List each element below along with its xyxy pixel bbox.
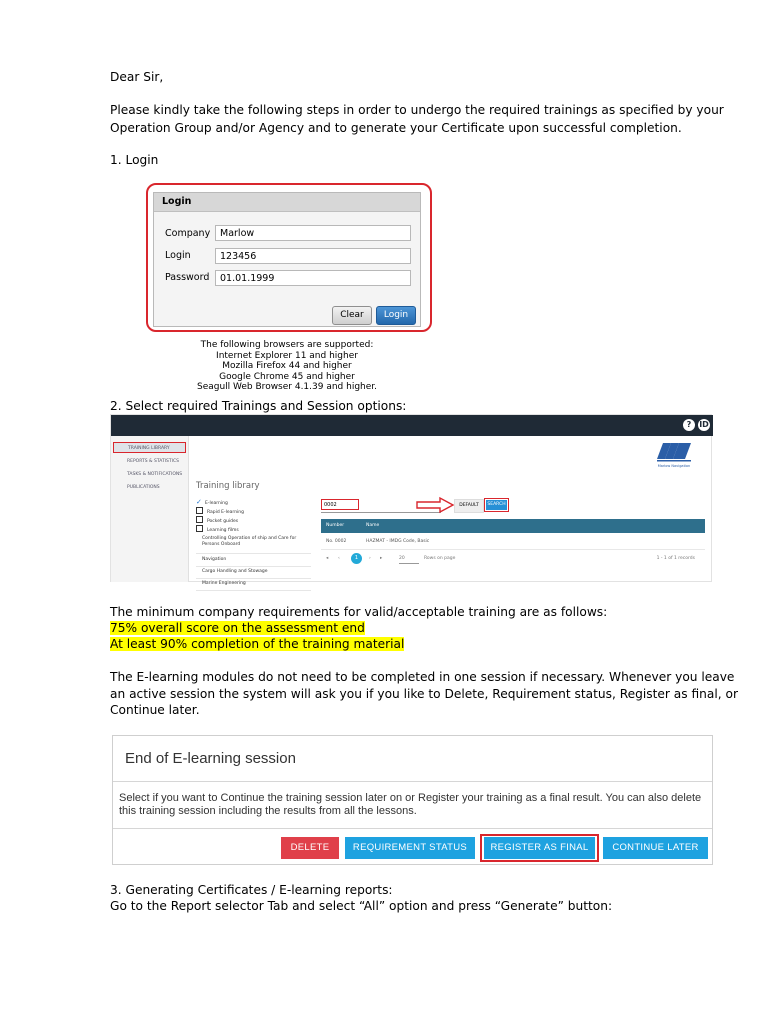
- browsers-heading: The following browsers are supported:: [200, 340, 374, 350]
- column-name: Name: [366, 523, 380, 528]
- sidebar-item-training-library[interactable]: TRAINING LIBRARY: [113, 442, 186, 453]
- logo-caption: Marlow Navigation: [657, 464, 691, 468]
- arrow-right-icon: [416, 497, 454, 513]
- search-input[interactable]: 0002: [321, 499, 359, 510]
- category-item[interactable]: Navigation: [196, 555, 311, 567]
- filter-label: E-learning: [205, 501, 228, 506]
- filter-pocket-guides[interactable]: [196, 516, 238, 524]
- sidebar-item-reports[interactable]: REPORTS & STATISTICS: [127, 459, 179, 464]
- login-panel: [153, 192, 421, 327]
- supported-browsers: [194, 340, 380, 393]
- requirements-heading: The minimum company requirements for valid/acceptable training are as follows:: [110, 605, 608, 619]
- filter-label: Rapid E-learning: [207, 510, 245, 515]
- user-icon[interactable]: ID: [699, 420, 709, 429]
- browser-item: Mozilla Firefox 44 and higher: [222, 361, 352, 372]
- sidebar-item-publications[interactable]: PUBLICATIONS: [127, 485, 160, 490]
- step-2-heading: 2. Select required Trainings and Session options:: [110, 399, 407, 413]
- clear-button[interactable]: Clear: [332, 306, 372, 325]
- session-line-3: Continue later.: [110, 703, 200, 717]
- row-number: No. 0002: [326, 539, 347, 544]
- records-count: 1 - 1 of 1 records: [656, 556, 695, 561]
- browser-item: Internet Explorer 11 and higher: [216, 350, 358, 361]
- training-library-screenshot: [110, 414, 712, 586]
- table-header: [321, 519, 705, 533]
- sidebar: [111, 436, 189, 582]
- company-logo-icon: [651, 439, 701, 469]
- browser-item: Seagull Web Browser 4.1.39 and higher.: [196, 382, 378, 393]
- next-page-icon[interactable]: ›: [369, 556, 371, 561]
- pagination: [321, 552, 705, 566]
- company-label: Company: [165, 228, 211, 239]
- step-3-heading: 3. Generating Certificates / E-learning reports:: [110, 883, 393, 897]
- help-icon[interactable]: ?: [683, 419, 695, 431]
- login-figure: [146, 183, 432, 332]
- filter-label: Learning films: [207, 528, 239, 533]
- checkbox-icon: [196, 525, 203, 532]
- greeting: Dear Sir,: [110, 70, 164, 84]
- session-line-1: The E-learning modules do not need to be completed in one session if necessary. Whenever you leave: [110, 670, 735, 684]
- requirement-completion: At least 90% completion of the training material: [110, 637, 405, 651]
- filter-learning-films[interactable]: [196, 525, 239, 533]
- search-button[interactable]: [484, 498, 509, 512]
- step-1-heading: 1. Login: [110, 153, 159, 167]
- intro-line-2: Operation Group and/or Agency and to generate your Certificate upon successful completion.: [110, 121, 682, 135]
- check-icon: ✓: [196, 498, 202, 506]
- delete-button[interactable]: DELETE: [281, 837, 339, 859]
- app-header: [111, 415, 713, 436]
- column-number: Number: [326, 523, 345, 528]
- page-title: Training library: [196, 481, 260, 491]
- filter-elearning[interactable]: [196, 498, 228, 506]
- password-label: Password: [165, 272, 210, 283]
- browser-item: Google Chrome 45 and higher: [219, 371, 355, 382]
- rows-per-page-label: Rows on page: [424, 556, 456, 561]
- divider: [113, 828, 712, 829]
- login-button[interactable]: Login: [376, 306, 416, 325]
- current-page[interactable]: 1: [351, 553, 362, 564]
- divider: [113, 781, 712, 782]
- continue-later-button[interactable]: CONTINUE LATER: [603, 837, 708, 859]
- search-button-label: SEARCH: [486, 500, 507, 510]
- category-item[interactable]: Cargo Handling and Stowage: [196, 567, 311, 579]
- requirement-score: 75% overall score on the assessment end: [110, 621, 365, 635]
- login-panel-title: Login: [154, 193, 420, 212]
- table-row[interactable]: [321, 535, 705, 550]
- intro-line-1: Please kindly take the following steps in order to undergo the required trainings as specified by your: [110, 103, 724, 117]
- default-button[interactable]: DEFAULT: [454, 499, 484, 513]
- step-3-instruction: Go to the Report selector Tab and select “All” option and press “Generate” button:: [110, 899, 613, 913]
- last-page-icon[interactable]: ▸: [380, 556, 383, 561]
- login-label: Login: [165, 250, 191, 261]
- prev-page-icon[interactable]: ‹: [338, 556, 340, 561]
- login-field[interactable]: 123456: [215, 248, 411, 264]
- end-session-dialog: [112, 735, 713, 865]
- filter-rapid-elearning[interactable]: [196, 507, 244, 515]
- session-line-2: an active session the system will ask you if you like to Delete, Requirement status, Register as final, or: [110, 687, 738, 701]
- checkbox-icon: [196, 516, 203, 523]
- dialog-title: End of E-learning session: [125, 750, 296, 767]
- rows-per-page-select[interactable]: 20: [399, 554, 419, 564]
- category-item[interactable]: Marine Engineering: [196, 579, 311, 591]
- filter-label: Pocket guides: [207, 519, 239, 524]
- sidebar-item-tasks[interactable]: TASKS & NOTIFICATIONS: [127, 472, 183, 477]
- row-name: HAZMAT - IMDG Code, Basic: [366, 539, 430, 544]
- checkbox-icon: [196, 507, 203, 514]
- company-field[interactable]: Marlow: [215, 225, 411, 241]
- first-page-icon[interactable]: ◂: [326, 556, 329, 561]
- requirement-status-button[interactable]: REQUIREMENT STATUS: [345, 837, 475, 859]
- password-field[interactable]: 01.01.1999: [215, 270, 411, 286]
- category-item[interactable]: Controlling Operation of ship and Care for Persons Onboard: [196, 534, 311, 554]
- dialog-body: Select if you want to Continue the training session later on or Register your training as a final result. You can also delete this training session including the results from all the lessons.: [119, 792, 702, 817]
- register-as-final-button[interactable]: REGISTER AS FINAL: [484, 837, 595, 859]
